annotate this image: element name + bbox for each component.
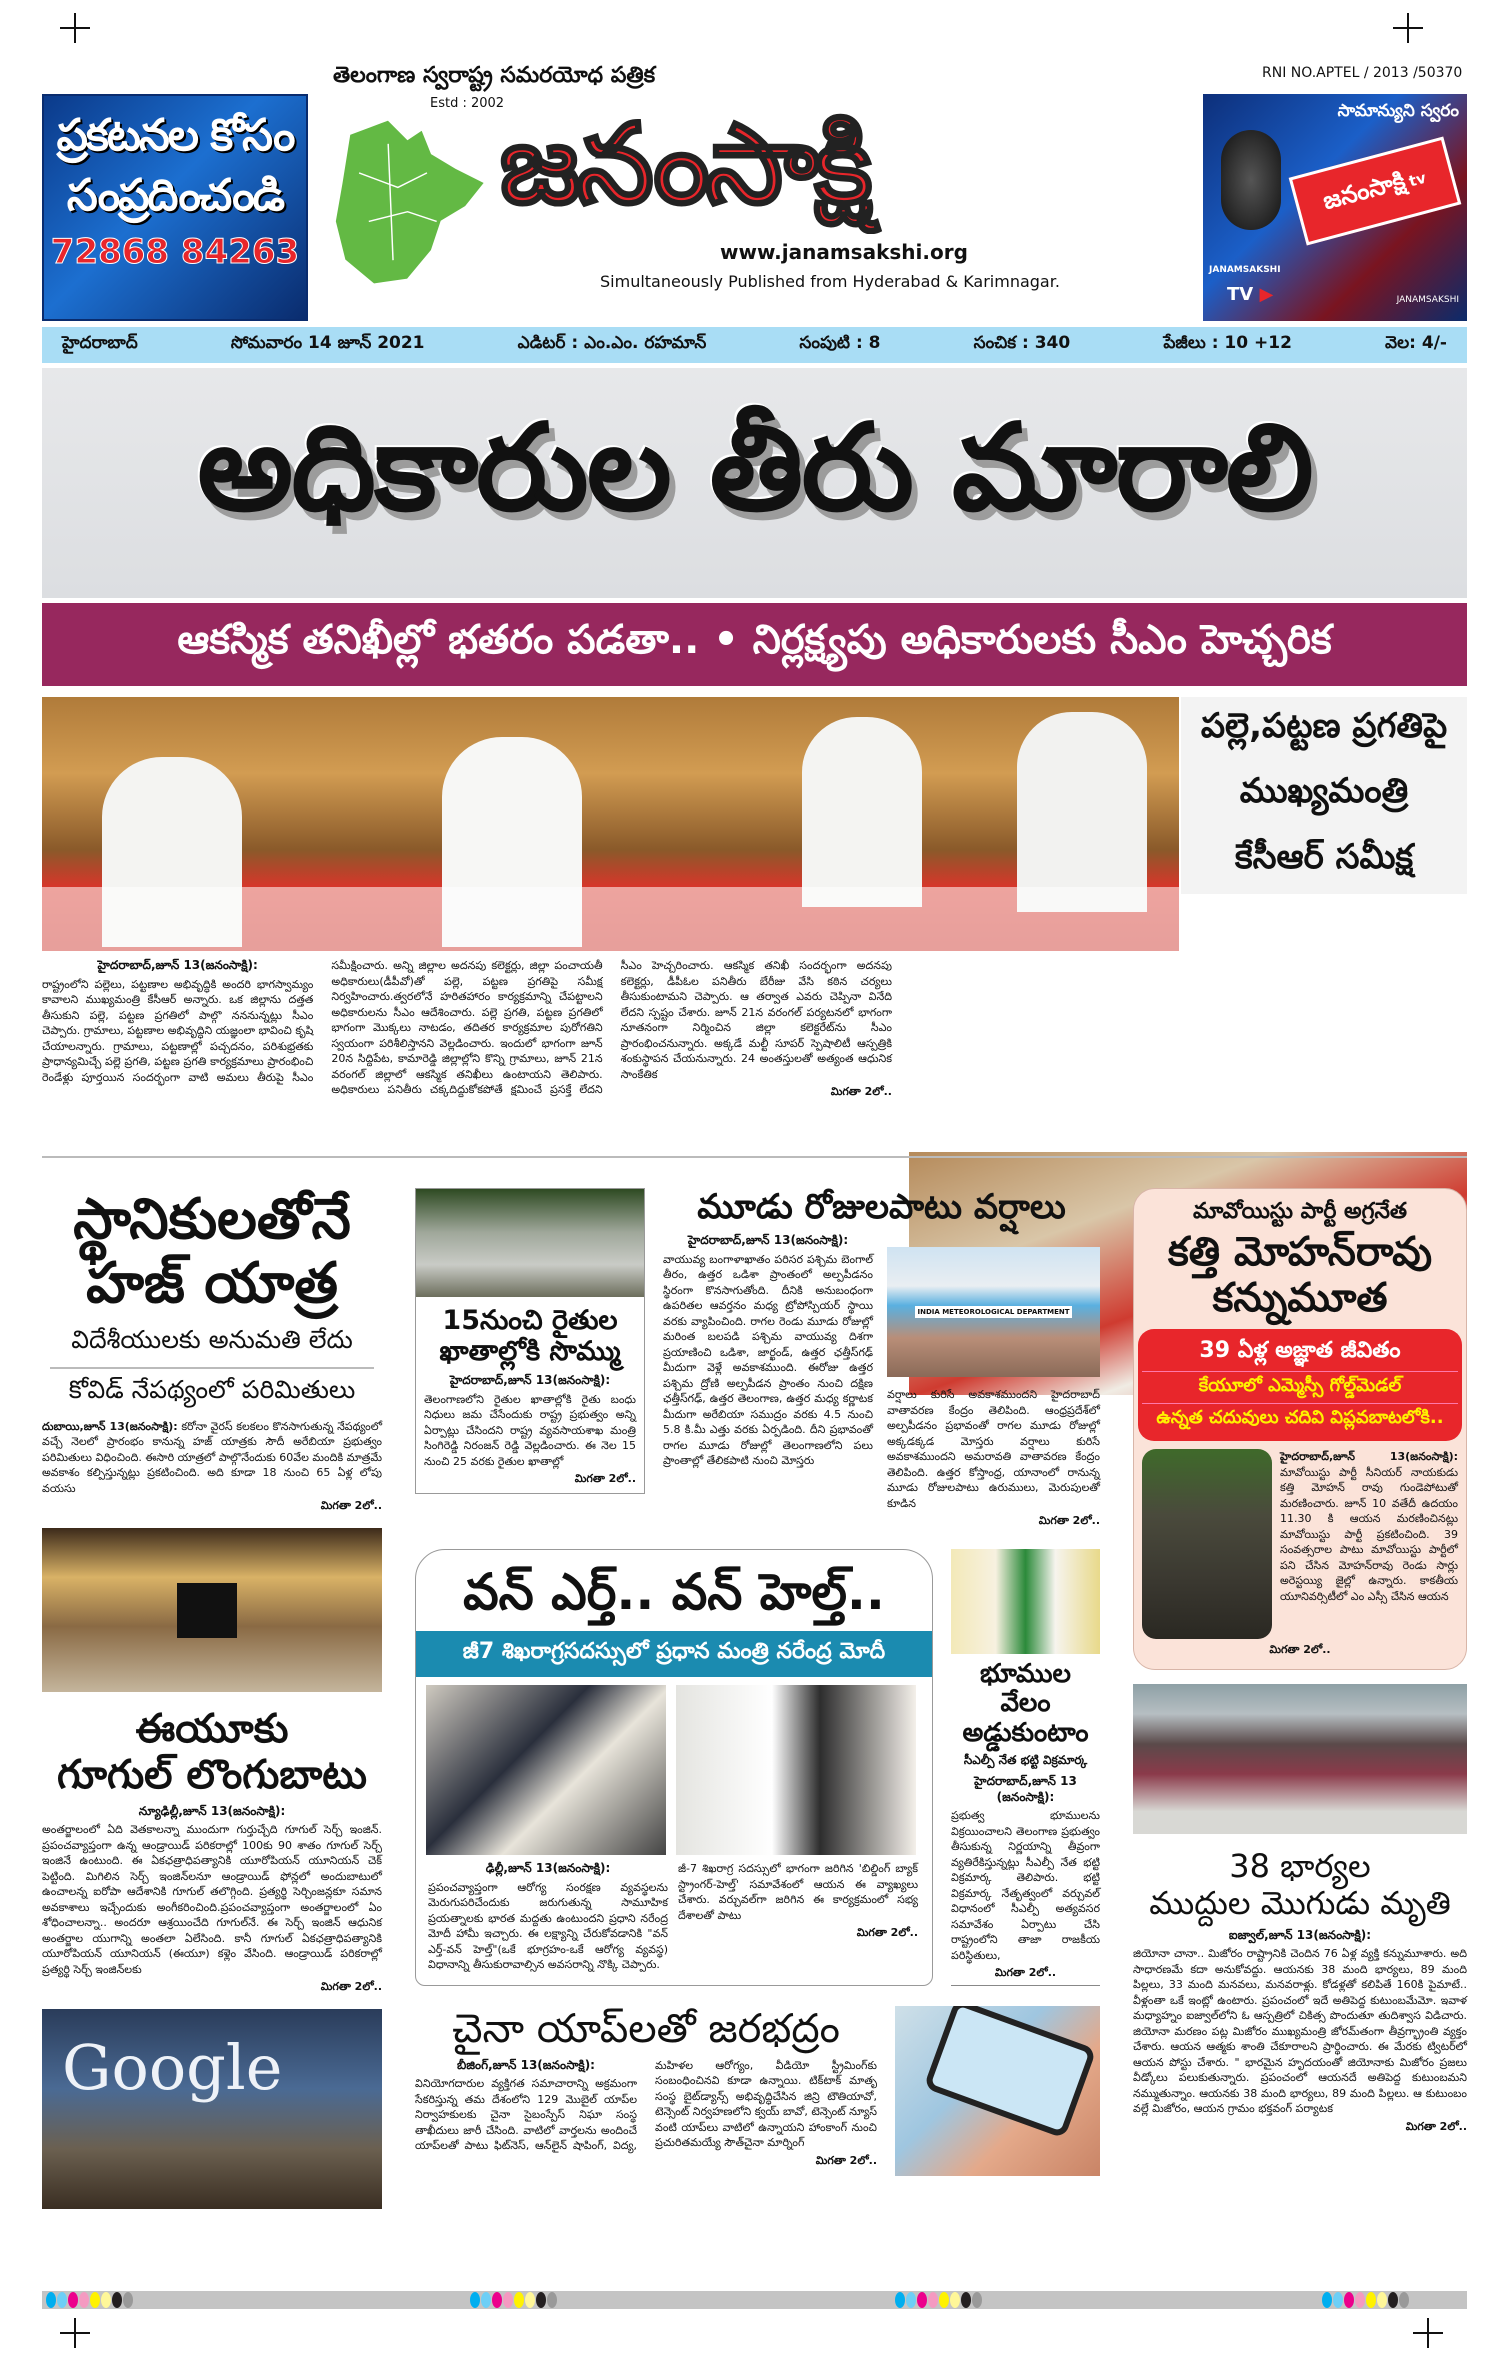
paddy-field-photo bbox=[416, 1189, 644, 1297]
tv-slogan: సామాన్యుని స్వరం bbox=[1337, 101, 1459, 121]
divider bbox=[42, 1156, 1467, 1158]
ad-line-1: ప్రకటనల కోసం bbox=[56, 110, 294, 161]
photo-person bbox=[802, 717, 922, 907]
masthead-tagline: తెలంగాణ స్వరాష్ట్ర సమరయోధ పత్రిక bbox=[333, 63, 656, 88]
registration-dot bbox=[1399, 2292, 1409, 2308]
middle-row-2 bbox=[415, 1549, 1100, 1986]
registration-dot bbox=[972, 2292, 982, 2308]
registration-dot bbox=[961, 2292, 971, 2308]
volume: సంపుటి : 8 bbox=[799, 333, 881, 353]
family-photo bbox=[1133, 1684, 1467, 1834]
registration-dot bbox=[481, 2292, 491, 2308]
registration-dot bbox=[939, 2292, 949, 2308]
family-dateline: ఐజ్వాల్,జూన్ 13(జనంసాక్షి): bbox=[1228, 1927, 1372, 1942]
registration-dot bbox=[470, 2292, 480, 2308]
china-continued: మిగతా 2లో.. bbox=[815, 2153, 877, 2167]
rain-body-text-2: వర్షాలు కురిసే అవకాశముందని హైదరాబాద్ వాతావరణ కేంద్రం తెలిపింది. ఆంధ్రప్రదేశ్‌లో అల్పపీడనం ప్రభావంతో రాగల మూడు రోజుల్లో అక్కడక్కడ మోస్తరు వర్షాలు కురిసే అవకాశముందని అమరావతి వాతావరణ కేంద్రం తెలిపింది. ఉత్తర కోస్తాంధ్ర, యానాంలో రానున్న మూడు రోజులపాటు ఉరుములు, మెరుపులతో కూడిన bbox=[887, 1388, 1100, 1510]
registration-dot bbox=[123, 2292, 133, 2308]
china-body-text: వినియోగదారుల వ్యక్తిగత సమాచారాన్ని అక్రమంగా సేకరిస్తున్న తమ దేశంలోని 129 మొబైల్ యాప్‌ల నిర్వాహకులకు చైనా సైబంస్పేస్ నిఘా సంస్థ తాఖీదులు జారీ చేసింది. వాటిలో వార్తలను అందించే యాప్‌లతో పాటు ఫిట్‌నెస్, ఆన్‌లైన్ షాపింగ్, విద్య, మహిళల ఆరోగ్యం, వీడియో స్ట్రీమింగ్‌కు సంబంధించినవి కూడా ఉన్నాయి. టిక్‌టాక్ మాతృ సంస్థ బైట్‌డ్యాన్స్ అభివృద్ధిచేసిన జిన్రి టౌతియావో, టెన్సెంట్ నిర్వహణలోని క్వయ్ బావో, టెన్సెంట్ న్యూస్ వంటి యాప్‌లు వాటిలో ఉన్నాయని హాంకాంగ్ నుంచి ప్రచురితమయ్యే సౌత్‌చైనా మార్నింగ్ bbox=[415, 2058, 877, 2153]
registration-dot bbox=[525, 2292, 535, 2308]
highlight: ఉన్నత చదువులు చదివి విప్లవబాటలోకి.. bbox=[1156, 1407, 1444, 1428]
rain-dateline: హైదరాబాద్,జూన్ 13(జనంసాక్షి): bbox=[687, 1233, 849, 1248]
g7-body bbox=[416, 1855, 932, 1979]
farmers-dateline: హైదరాబాద్,జూన్ 13(జనంసాక్షి): bbox=[449, 1373, 611, 1388]
google-body bbox=[42, 1804, 382, 1995]
farmers-headline-2: ఖాతాల్లోకి సొమ్ము bbox=[439, 1336, 621, 1368]
column-middle bbox=[415, 1188, 1100, 2209]
registration-dot bbox=[906, 2292, 916, 2308]
family-headline-1: 38 భార్యల bbox=[1229, 1847, 1371, 1885]
registration-dot bbox=[112, 2292, 122, 2308]
registration-dot bbox=[895, 2292, 905, 2308]
telangana-map-icon bbox=[330, 112, 490, 292]
bhatti-headline-2: వేలం bbox=[1000, 1688, 1051, 1719]
family-story bbox=[1133, 1848, 1467, 2134]
editor: ఎడిటర్ : ఎం.ఎం. రహమాన్ bbox=[517, 333, 707, 353]
registration-dot bbox=[1322, 2292, 1332, 2308]
column-right bbox=[1133, 1188, 1467, 2209]
microphone-icon bbox=[1221, 130, 1281, 230]
registration-dot bbox=[101, 2292, 111, 2308]
registration-dot bbox=[57, 2292, 67, 2308]
tv-channel: JANAMSAKSHI bbox=[1396, 295, 1459, 305]
pages: పేజీలు : 10 +12 bbox=[1163, 333, 1292, 353]
mecca-photo bbox=[42, 1528, 382, 1692]
middle-row-1 bbox=[415, 1188, 1100, 1529]
estd-label: Estd : 2002 bbox=[430, 96, 505, 111]
ad-phone: 72868 84263 bbox=[50, 232, 300, 272]
side-heading-line: కేసీఆర్ సమీక్ష bbox=[1234, 837, 1414, 878]
maoist-story bbox=[1133, 1188, 1467, 1670]
maoist-headline-2: కన్నుమూత bbox=[1212, 1275, 1388, 1321]
registration-dot-group bbox=[46, 2292, 134, 2312]
crop-mark-icon bbox=[60, 13, 90, 43]
side-heading-line: పల్లె,పట్టణ ప్రగతిపై bbox=[1200, 705, 1448, 746]
google-story bbox=[42, 1706, 382, 1995]
family-body bbox=[1133, 1928, 1467, 2135]
crop-mark-icon bbox=[1393, 13, 1423, 43]
farmers-body bbox=[416, 1367, 644, 1493]
registration-dot-group bbox=[895, 2292, 983, 2312]
play-icon: ▶ bbox=[1259, 284, 1274, 305]
tv-brand: జనంసాక్షి bbox=[1319, 166, 1409, 216]
photo-table bbox=[42, 887, 1179, 951]
lead-subhead: ఆకస్మిక తనిఖీల్లో భతరం పడతా.. • నిర్లక్ష్యపు అధికారులకు సీఎం హెచ్చరిక bbox=[42, 603, 1467, 686]
lead-side-heading bbox=[1181, 697, 1467, 894]
issue: సంచిక : 340 bbox=[973, 333, 1071, 353]
cm-meeting-photo bbox=[42, 697, 1179, 951]
lead-continued: మిగతా 2లో.. bbox=[830, 1085, 892, 1098]
registration-dot bbox=[1355, 2292, 1365, 2308]
registration-dot bbox=[90, 2292, 100, 2308]
lower-section bbox=[42, 1188, 1467, 2209]
imd-building-photo bbox=[887, 1247, 1100, 1377]
g7-continued: మిగతా 2లో.. bbox=[856, 1926, 918, 1940]
newspaper-logo: జనంసాక్షి bbox=[500, 100, 869, 228]
haj-sub-1: విదేశీయులకు అనుమతి లేదు bbox=[71, 1324, 353, 1354]
haj-story bbox=[42, 1188, 382, 1514]
google-continued: మిగతా 2లో.. bbox=[320, 1980, 382, 1994]
bhatti-headline-1: భూముల bbox=[979, 1658, 1071, 1689]
bhatti-body-text: ప్రభుత్వ భూములను విక్రయించాలని తెలంగాణ ప్రభుత్వం తీసుకున్న నిర్ణయాన్ని తీవ్రంగా వ్యతిరేకిస్తున్నట్లు సీఎల్పీ నేత భట్టి విక్రమార్క తెలిపారు. భట్టి విక్రమార్క నేతృత్వంలో వర్చువల్ విధానంలో సీఎల్పీ అత్యవసర సమావేశం ఏర్పాటు చేసి రాష్ట్రంలోని తాజా రాజకీయ పరిస్థితులు, bbox=[951, 1809, 1100, 1962]
haj-headline-1: స్థానికులతోనే bbox=[73, 1187, 351, 1252]
mohan-rao-photo bbox=[1142, 1449, 1272, 1639]
registration-dot bbox=[79, 2292, 89, 2308]
registration-dot bbox=[547, 2292, 557, 2308]
maoist-dateline: హైదరాబాద్,జూన్ 13(జనంసాక్షి): bbox=[1280, 1450, 1458, 1463]
registration-dot bbox=[1388, 2292, 1398, 2308]
registration-bar bbox=[42, 2291, 1467, 2309]
maoist-headline-1: కత్తి మోహన్‌రావు bbox=[1167, 1229, 1433, 1275]
haj-body bbox=[42, 1419, 382, 1514]
registration-dot bbox=[1366, 2292, 1376, 2308]
registration-dot bbox=[492, 2292, 502, 2308]
highlight: కేయూలో ఎమ్మెస్సీ గోల్డ్‌మెడల్ bbox=[1142, 1372, 1458, 1404]
lead-body-text: రాష్ట్రంలోని పల్లెలు, పట్టణాల అభివృద్ధికి అందరి భాగస్వామ్యం కావాలని ముఖ్యమంత్రి కేసీఆర్ అన్నారు. ఒక జిల్లాను దత్తత తీసుకుని పల్లె, పట్టణ ప్రగతిలో పాల్గొ నననున్నట్లు సీఎం చెప్పారు. గ్రామాలు, పట్టణాల అభివృద్ధిని యజ్ఞంలా భావించి కృషి చేయాలన్నారు. గ్రామాలు, పట్టణాల్లో పచ్చదనం, పరిశుభ్రతకు ప్రాధాన్యమిచ్చే పల్లె ప్రగతి, పట్టణ ప్రగతి కార్యక్రమాలు ప్రారంభించి రెండేళ్లు పూర్తయిన సందర్భంగా వాటి అమలు తీరుపై సీఎం సమీక్షించారు. అన్ని జిల్లాల అదనపు కలెక్టర్లు, జిల్లా పంచాయతీ అధికారులు(డీపీవో)తో పల్లె, పట్టణ ప్రగతిపై సమీక్ష నిర్వహించారు.త్వరలోనే హరితహారం కార్యక్రమాన్ని చేపట్టాలని అధికారులను సీఎం ఆదేశించారు. పల్లె ప్రగతి, పట్టణ ప్రగతిలో భాగంగా మొక్కలు నాటడం, తదితర కార్యక్రమాల పురోగతిని స్వయంగా పరిశీలిస్తానని వెల్లడించారు. ఇందులో భాగంగా జూన్ 20న సిద్దిపేట, కామారెడ్డి జిల్లాల్లోని కొన్ని గ్రామాలు, జూన్ 21న వరంగల్ జిల్లాలో ఆకస్మిక తనిఖీలు ఉంటాయని తెలిపారు. అధికారులు పనితీరు చక్కదిద్దుకోకపోతే క్షమించే ప్రసక్తే లేదని సీఎం హెచ్చరించారు. ఆకస్మిక తనిఖీ సందర్భంగా అదనపు కలెక్టర్లు, డీపీఓల పనితీరు బేరీజు వేసి కఠిన చర్యలు తీసుకుంటామని చెప్పారు. ఆ తర్వాత ఎవరు చెప్పినా వినేది లేదని స్పష్టం చేశారు. జూన్ 21న వరంగల్ పర్యటనలో భాగంగా నూతనంగా నిర్మించిన జిల్లా కలెక్టరేట్‌ను సీఎం ప్రారంభించనున్నారు. అక్కడే మల్టీ సూపర్ స్పెషాలిటీ ఆస్పత్రికి శంకుస్థాపన చేయనున్నారు. 24 అంతస్తులతో అత్యంత ఆధునిక సాంకేతిక bbox=[42, 959, 892, 1096]
registration-dot bbox=[950, 2292, 960, 2308]
maoist-kicker: మావోయిస్టు పార్టీ అగ్రనేత bbox=[1192, 1199, 1408, 1224]
google-dateline: న్యూఢిల్లీ,జూన్ 13(జనంసాక్షి): bbox=[138, 1803, 286, 1818]
divider bbox=[50, 1367, 374, 1369]
registration-dot bbox=[917, 2292, 927, 2308]
china-story bbox=[415, 2006, 877, 2169]
g7-story bbox=[415, 1549, 933, 1986]
column-left bbox=[42, 1188, 382, 2209]
bhatti-continued: మిగతా 2లో.. bbox=[994, 1966, 1057, 1980]
registration-dot-group bbox=[1322, 2292, 1410, 2312]
farmers-body-text: తెలంగాణలోని రైతుల ఖాతాల్లోకి రైతు బంధు నిధులు జమ చేసేందుకు రాష్ట్ర ప్రభుత్వం అన్ని ఏర్పాట్లు చేసిందని రాష్ట్ర వ్యవసాయశాఖ మంత్రి సింగిరెడ్డి నిరంజన్ రెడ్డి వెల్లడించారు. ఈ నెల 15 నుంచి 25 వరకు రైతుల ఖాతాల్లో bbox=[424, 1392, 636, 1468]
bhatti-story bbox=[951, 1549, 1100, 1986]
rain-story bbox=[663, 1188, 1100, 1529]
rain-headline: మూడు రోజులపాటు వర్షాలు bbox=[697, 1187, 1066, 1227]
haj-dateline: దుబాయి,జూన్ 13(జనంసాక్షి): bbox=[42, 1419, 178, 1433]
rain-body-text-1: వాయువ్య బంగాళాఖాతం పరిసర పశ్చిమ బెంగాల్ తీరం, ఉత్తర ఒడిశా ప్రాంతంలో అల్పపీడనం స్థిరంగా కొనసాగుతోంది. దీనికి అనుబంధంగా ఉపరితల ఆవర్తనం మధ్య ట్రోపోస్పియర్ స్థాయి వరకు వ్యాపించింది. రాగల రెండు మూడు రోజుల్లో మరింత బలపడి పశ్చిమ వాయువ్య దిశగా ప్రయాణించి ఒడిశా, జార్ఖండ్, ఉత్తర ఛత్తీస్‌గఢ్ మీదుగా వెళ్లే అవకాశముంది. ఈరోజు ఉత్తర పశ్చిమ ద్రోణి అల్పపీడన ప్రాంతం నుంచి దక్షిణ ఛత్తీస్‌గఢ్, ఉత్తర తెలంగాణ, ఉత్తర మధ్య కర్ణాటక మీదుగా అరేబియా సముద్రం వరకు 4.5 నుంచి 5.8 కి.మీ ఎత్తు వరకు ఏర్పడింది. దీని ప్రభావంతో రాగల మూడు రోజుల్లో తెలంగాణలోని పలు ప్రాంతాల్లో తేలికపాటి నుంచి మోస్తరు bbox=[663, 1252, 873, 1468]
rain-continued: మిగతా 2లో.. bbox=[1038, 1514, 1100, 1528]
google-building-photo bbox=[42, 2009, 382, 2209]
haj-body-text: కరోనా వైరస్ కలకలం కొనసాగుతున్న నేపథ్యంలో వచ్చే నెలలో ప్రారంభం కానున్న హజ్ యాత్రకు సౌదీ అరేబియా ప్రభుత్వం పరిమితులు విధించింది. ఈసారి యాత్రలో పాల్గొనేందుకు 60వేల మందికి మాత్రమే అవకాశం కల్పిస్తున్నట్లు ప్రకటించింది. అది కూడా 18 నుంచి 65 ఏళ్ల లోపు వయసు bbox=[42, 1419, 383, 1495]
china-headline: చైనా యాప్‌లతో జరభద్రం bbox=[452, 2005, 840, 2052]
ad-line-2: సంప్రదించండి bbox=[66, 170, 284, 221]
registration-dot bbox=[1377, 2292, 1387, 2308]
date-bar bbox=[42, 327, 1467, 363]
g7-headline: వన్ ఎర్త్.. వన్ హెల్త్.. bbox=[463, 1562, 885, 1621]
maoist-body-text: మావోయిస్టు పార్టీ సీనియర్ నాయకుడు కత్తి మోహన్ రావు గుండెపోటుతో మరణించారు. జూన్ 10 వతేదీ ఉదయం 11.30 కి ఆయన మరణించినట్లు మావోయిస్టు పార్టీ ప్రకటించింది. 39 సంవత్సరాల పాటు మావోయిస్టు పార్టీలో పని చేసిన మోహన్‌రావు రెండు సార్లు అరెస్టయ్యి జైల్లో ఉన్నారు. కాకతీయ యూనివర్సిటీలో ఎం ఎస్సీ చేసిన ఆయన bbox=[1280, 1465, 1458, 1603]
rain-body-col-2 bbox=[887, 1387, 1100, 1529]
maoist-continued: మిగతా 2లో.. bbox=[1269, 1643, 1331, 1656]
modi-photo bbox=[676, 1685, 916, 1855]
bhatti-sub: సీఎల్పీ నేత భట్టి విక్రమార్క bbox=[963, 1753, 1088, 1768]
tv-ad-box[interactable] bbox=[1203, 94, 1467, 321]
google-logo: Google bbox=[62, 2030, 283, 2104]
lead-dateline: హైదరాబాద్,జూన్ 13(జనంసాక్షి): bbox=[97, 958, 258, 972]
bhatti-body bbox=[951, 1774, 1100, 1981]
farmers-continued: మిగతా 2లో.. bbox=[574, 1472, 636, 1486]
price: వెల: 4/- bbox=[1385, 333, 1447, 353]
maoist-highlights bbox=[1138, 1329, 1462, 1441]
publication-note: Simultaneously Published from Hyderabad & Karimnagar. bbox=[600, 272, 1060, 291]
registration-dot bbox=[503, 2292, 513, 2308]
bhatti-photo bbox=[951, 1549, 1100, 1654]
tv-label-text: TV bbox=[1227, 284, 1254, 305]
middle-row-3 bbox=[415, 2006, 1100, 2176]
registration-dot bbox=[928, 2292, 938, 2308]
tv-brand-block bbox=[1289, 136, 1462, 245]
china-dateline: బీజింగ్,జూన్ 13(జనంసాక్షి): bbox=[457, 2057, 595, 2072]
family-headline-2: ముద్దుల మొగుడు మృతి bbox=[1149, 1883, 1451, 1922]
g7-body-text-1: ప్రపంచవ్యాప్తంగా ఆరోగ్య సంరక్షణ వ్యవస్థలను మెరుగుపరిచేందుకు జరుగుతున్న సామూహిక ప్రయత్నాలకు భారత మద్దతు ఉంటుందని ప్రధాని నరేంద్ర మోదీ హామీ ఇచ్చారు. ఈ లక్ష్యాన్ని చేరుకోవడానికి "వన్ ఎర్త్-వన్ హెల్త్"(ఒకే భూగ్రహం-ఒకే ఆరోగ్య వ్యవస్థ) విధానాన్ని తీసుకురావాల్సిన అవసరాన్ని నొక్కి చెప్పారు. bbox=[428, 1880, 668, 1972]
lead-article-body bbox=[42, 958, 892, 1148]
registration-dot bbox=[1333, 2292, 1343, 2308]
farmers-headline-1: 15నుంచి రైతుల bbox=[442, 1305, 618, 1336]
family-continued: మిగతా 2లో.. bbox=[1405, 2119, 1467, 2133]
rni-number: RNI NO.APTEL / 2013 /50370 bbox=[1262, 65, 1463, 81]
g7-body-text-2: జీ-7 శిఖరాగ్ర సదస్సులో భాగంగా జరిగిన 'బిల్డింగ్ బ్యాక్ స్ట్రాంగర్-హెల్త్' సమావేశంలో ఆయన ఈ వ్యాఖ్యలు చేశారు. వర్చువల్‌గా జరిగిన ఈ కార్యక్రమంలో సభ్య దేశాలతో పాటు bbox=[678, 1862, 918, 1922]
registration-dot bbox=[1344, 2292, 1354, 2308]
registration-dot bbox=[536, 2292, 546, 2308]
crop-mark-icon bbox=[1413, 2318, 1443, 2348]
google-headline-1: ఈయూకు bbox=[135, 1705, 289, 1752]
haj-sub-2: కోవిడ్ నేపథ్యంలో పరిమితులు bbox=[68, 1374, 356, 1404]
tv-brand-en: JANAMSAKSHI bbox=[1209, 265, 1281, 275]
highlight: 39 ఏళ్ల అజ్ఞాత జీవితం bbox=[1142, 1335, 1458, 1372]
g7-leaders-photo bbox=[426, 1685, 666, 1855]
side-heading-line: ముఖ్యమంత్రి bbox=[1239, 771, 1409, 812]
family-body-text: జియోనా చానా.. మిజోరం రాష్ట్రానికి చెందిన 76 ఏళ్ల వ్యక్తి కన్నుమూశారు. అది సాధారణమే కదా అనుకోవద్దు. ఆయనకు 38 మంది భార్యలు, 89 మంది పిల్లలు, 33 మంది మనవలు, మనవరాళ్లు. కోడళ్లతో కలిపితే 160కి పైమాటే.. వీళ్లంతా ఒకే ఇంట్లో ఉంటారు. ప్రపంచంలో ఇదే అతిపెద్ద కుటుంబమేమో. ఇవాళ మధ్యాహ్నం ఐజ్వాల్‌లోని ఓ ఆస్పత్రిలో చికిత్స పొందుతూ తుదిశ్వాస విడిచారు. జియోనా మరణం పట్ల మిజోరం ముఖ్యమంత్రి జోరమ్‌తంగా తీవ్రగ్భ్రాంతి వ్యక్తం చేశారు. ఆయన ఆత్మకు శాంతి చేకూరాలని ప్రార్థించారు. ఈ మేరకు ట్విటర్‌లో ఆయన పోస్టు చేశారు. " భారమైన హృదయంతో జియోనాకు మిజోరం ప్రజలు వీడ్కోలు పలుకుతున్నారు. ప్రపంచంలో ఆయనదే అతిపెద్ద కుటుంబమని నమ్ముతున్నాం. ఆయనకు 38 మంది భార్యలు, 89 మంది పిల్లలు. ఆ కుటుంబం వల్లే మిజోరం, ఆయన గ్రామం భక్తవంగ్ పర్యాటక bbox=[1133, 1947, 1467, 2116]
ad-box-left[interactable] bbox=[42, 94, 308, 321]
g7-band: జీ7 శిఖరాగ్రసదస్సులో ప్రధాన మంత్రి నరేంద్ర మోదీ bbox=[416, 1631, 932, 1677]
haj-headline-2: హజ్ యాత్ర bbox=[86, 1251, 338, 1317]
smartphone-photo bbox=[895, 2006, 1100, 2176]
registration-dot bbox=[46, 2292, 56, 2308]
crop-mark-icon bbox=[60, 2318, 90, 2348]
registration-dot-group bbox=[470, 2292, 558, 2312]
haj-continued: మిగతా 2లో.. bbox=[320, 1499, 382, 1513]
phone-shape bbox=[923, 2006, 1096, 2139]
google-headline-2: గూగుల్ లొంగుబాటు bbox=[56, 1751, 367, 1798]
tv-brand-suffix: tv bbox=[1406, 168, 1428, 191]
imd-sign: INDIA METEOROLOGICAL DEPARTMENT bbox=[917, 1308, 1070, 1317]
maoist-body bbox=[1280, 1449, 1458, 1639]
registration-dot bbox=[68, 2292, 78, 2308]
google-body-text: అంతర్జాలంలో ఏది వెతకాలన్నా ముందుగా గుర్తుచ్చేది గూగుల్ సెర్చ్ ఇంజిన్. ప్రపంచవ్యాప్తంగా ఉన్న ఆండ్రాయిడ్ పరికరాల్లో 100కు 90 శాతం గూగుల్ సెర్చ్ ఇంజినే ఉంటుంది. ఈ ఏకఛత్రాధిపత్యానికి యూరోపియన్ యూనియన్ చెక్ పెట్టింది. మిగిలిన సెర్చ్ ఇంజిన్‌లనూ ఆండ్రాయిడ్ ఫోన్లలో అందుబాటులో ఉంచాలన్న ఐరోపా ఆదేశానికి గూగుల్ తలొగ్గింది. ప్రత్యర్థి సెర్చింజన్లకూ సమాన అవకాశాలు ఇచ్చేందుకు అంగీకరించింది.ప్రపంచవ్యాప్తంగా అంతర్జాలంలో ఏం శోధించాలన్నా.. అందరూ ఆశ్రయించేది గూగుల్‌నే. ఈ సెర్చ్ ఇంజిన్ ఆధునిక అంతర్జాల యుగాన్ని అంతలా ఏలేసింది. కానీ గూగుల్ ఏకఛత్రాధిపత్యానికి యూరోపియన్ యూనియన్ (ఈయూ) కళ్లెం వేసింది. ఆండ్రాయిడ్ పరికరాల్లో ప్రత్యర్థి సెర్చ్ ఇంజిన్‌లకు bbox=[42, 1823, 382, 1976]
date: సోమవారం 14 జూన్ 2021 bbox=[230, 333, 425, 353]
website-link[interactable]: www.janamsakshi.org bbox=[720, 240, 968, 264]
lead-headline: అధికారుల తీరు మారాలి bbox=[42, 368, 1467, 598]
farmers-story bbox=[415, 1188, 645, 1494]
kaaba-shape bbox=[177, 1583, 237, 1638]
registration-dot bbox=[514, 2292, 524, 2308]
bhatti-headline-3: అడ్డుకుంటాం bbox=[962, 1718, 1089, 1749]
tv-label bbox=[1227, 284, 1273, 306]
rain-body-col-1 bbox=[663, 1233, 873, 1529]
photo-person bbox=[1017, 712, 1147, 912]
city: హైదరాబాద్ bbox=[62, 333, 138, 353]
page-flow bbox=[42, 958, 1467, 2209]
bhatti-dateline: హైదరాబాద్,జూన్ 13 (జనంసాక్షి): bbox=[974, 1774, 1077, 1804]
g7-dateline: ఢిల్లీ,జూన్ 13(జనంసాక్షి): bbox=[485, 1861, 611, 1876]
